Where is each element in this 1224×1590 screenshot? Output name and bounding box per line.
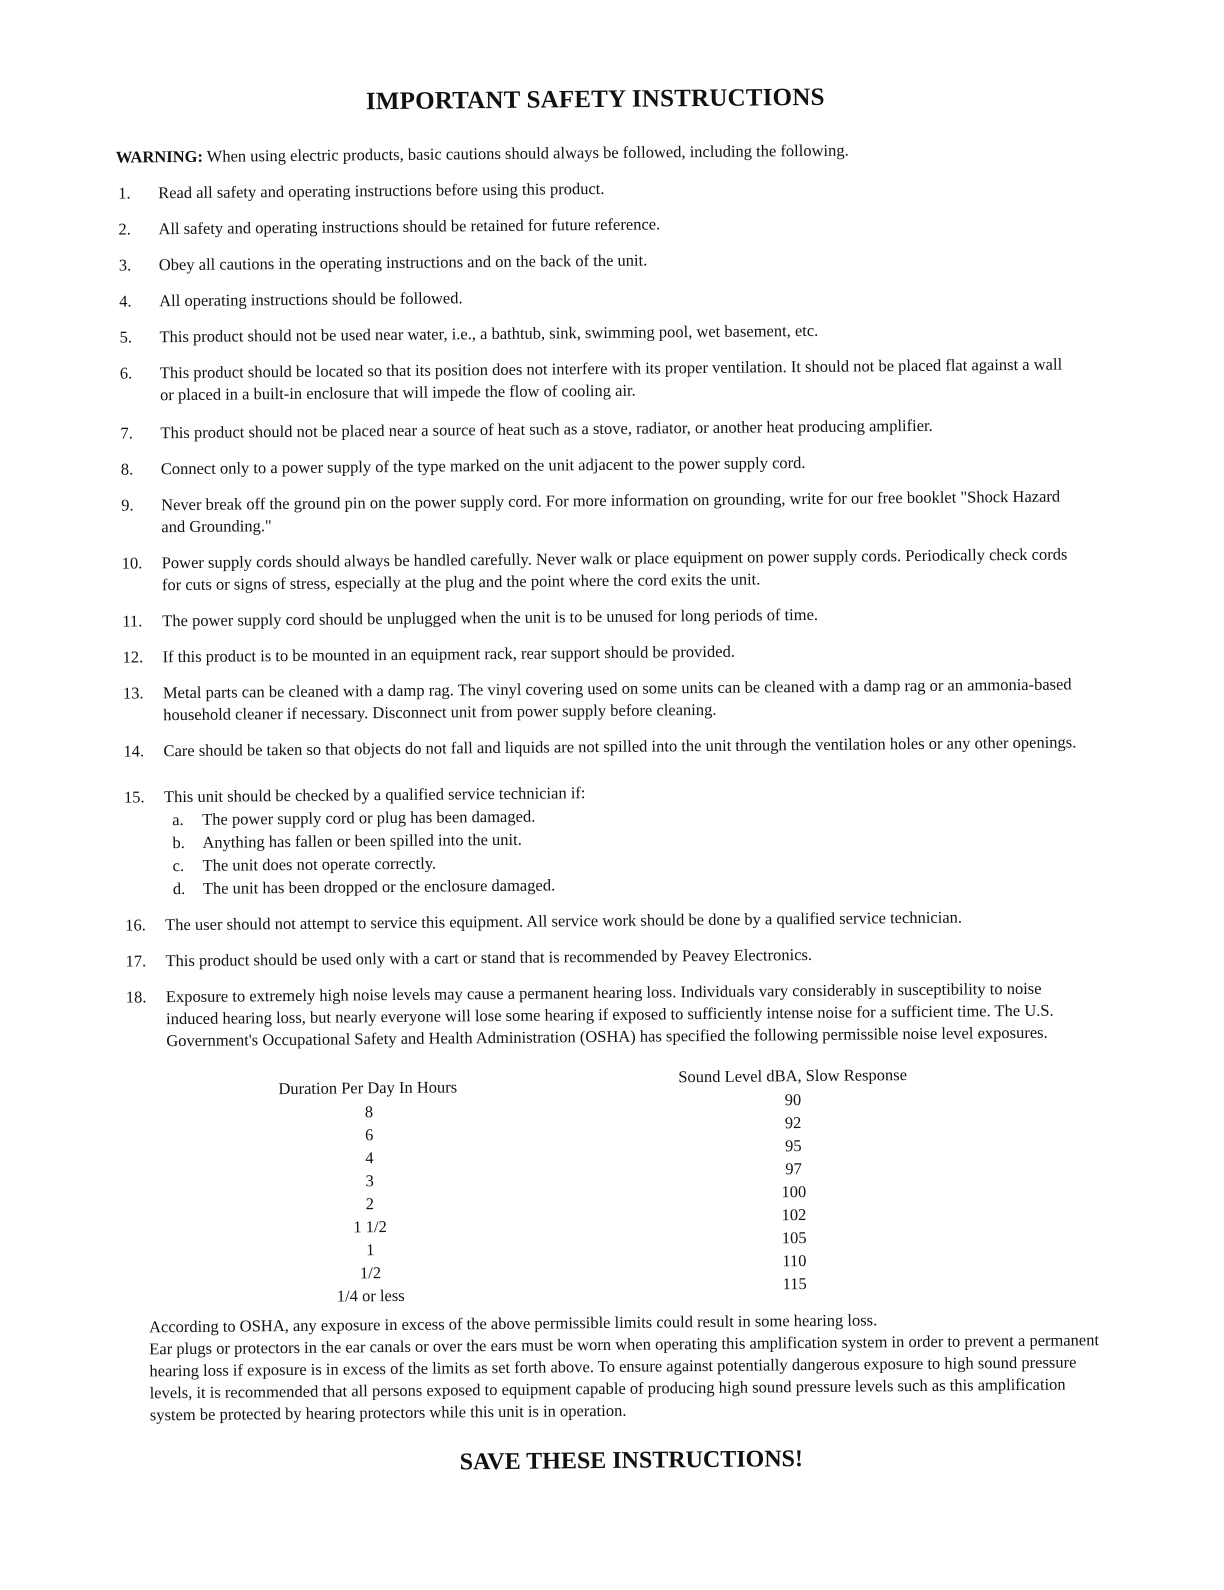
item-number: 15. bbox=[123, 787, 145, 807]
warning-text: When using electric products, basic cautions should always be followed, including the following. bbox=[206, 140, 849, 166]
list-item bbox=[0, 280, 1219, 311]
sound-level-cell: 100 bbox=[781, 1182, 807, 1202]
item-text: This product should be located so that its position does not interfere with its proper ventilation. It should not be placed flat against a wall or placed in a built-in enclosure that will impede the flow of cooling air. bbox=[159, 354, 1063, 405]
sub-item-letter: c. bbox=[172, 855, 185, 876]
sub-item-text: The unit does not operate correctly. bbox=[202, 853, 437, 875]
item-text: This product should not be used near water, i.e., a bathtub, sink, swimming pool, wet basement, etc. bbox=[159, 320, 819, 347]
duration-cell: 1/4 or less bbox=[336, 1285, 405, 1306]
list-item bbox=[0, 352, 1220, 405]
sound-level-cell: 110 bbox=[782, 1251, 807, 1271]
item-text: The power supply cord should be unplugged when the unit is to be unused for long periods of time. bbox=[162, 604, 819, 631]
duration-cell: 8 bbox=[364, 1102, 374, 1122]
list-item bbox=[2, 976, 1224, 1051]
sound-level-cell: 95 bbox=[784, 1136, 802, 1156]
sound-level-cell: 90 bbox=[784, 1090, 802, 1110]
sound-level-cell: 92 bbox=[784, 1113, 802, 1133]
table-header-duration: Duration Per Day In Hours bbox=[278, 1077, 458, 1099]
duration-cell: 4 bbox=[365, 1148, 374, 1168]
list-item bbox=[0, 484, 1221, 537]
list-item bbox=[0, 636, 1222, 667]
sound-level-cell: 115 bbox=[782, 1274, 807, 1294]
item-number: 3. bbox=[118, 255, 132, 275]
sub-item-text: The power supply cord or plug has been damaged. bbox=[202, 806, 536, 829]
item-number: 4. bbox=[119, 291, 132, 311]
list-item bbox=[0, 172, 1218, 203]
duration-cell: 1 bbox=[366, 1240, 375, 1260]
list-item bbox=[1, 940, 1224, 971]
table-header-sound-level: Sound Level dBA, Slow Response bbox=[678, 1065, 908, 1087]
item-number: 6. bbox=[119, 363, 133, 383]
duration-cell: 3 bbox=[365, 1171, 374, 1191]
item-number: 16. bbox=[125, 915, 146, 935]
item-number: 14. bbox=[123, 741, 145, 761]
warning-label: WARNING: bbox=[115, 146, 203, 167]
list-item bbox=[0, 542, 1222, 595]
sub-item bbox=[172, 829, 522, 854]
list-item bbox=[0, 208, 1218, 239]
sound-level-cell: 105 bbox=[781, 1228, 807, 1248]
item-number: 17. bbox=[125, 951, 147, 971]
list-item bbox=[0, 672, 1223, 725]
item-text: Power supply cords should always be handled carefully. Never walk or place equipment on power supply cords. Periodically check cords for cuts or signs of stress, especially at the plug and the point where the cord exits the unit. bbox=[161, 544, 1068, 595]
list-item bbox=[0, 600, 1222, 631]
sub-item bbox=[172, 806, 535, 831]
item-text: All operating instructions should be followed. bbox=[159, 288, 463, 311]
item-number: 9. bbox=[121, 495, 134, 515]
list-item bbox=[0, 244, 1219, 275]
item-number: 1. bbox=[118, 183, 131, 203]
sub-item-letter: b. bbox=[172, 832, 185, 853]
item-number: 18. bbox=[125, 987, 147, 1007]
duration-cell: 1 1/2 bbox=[353, 1217, 387, 1237]
list-item bbox=[0, 448, 1221, 479]
sub-item bbox=[173, 874, 556, 900]
sound-level-cell: 97 bbox=[785, 1159, 802, 1179]
warning-line bbox=[116, 138, 1096, 167]
item-number: 10. bbox=[121, 553, 143, 573]
item-text: Never break off the ground pin on the power supply cord. For more information on grounding, write for our free booklet "Shock Hazard and Grounding." bbox=[161, 486, 1061, 537]
item-number: 7. bbox=[120, 423, 133, 443]
duration-cell: 1/2 bbox=[359, 1263, 382, 1283]
list-item bbox=[0, 412, 1220, 443]
item-text: This product should be used only with a cart or stand that is recommended by Peavey Electronics. bbox=[165, 944, 813, 971]
item-text: Read all safety and operating instructions before using this product. bbox=[158, 178, 605, 203]
item-number: 11. bbox=[122, 611, 143, 631]
item-text: Exposure to extremely high noise levels may cause a permanent hearing loss. Individuals vary considerably in susceptibility to noise induced hearing loss, but nearly everyone will lose some hearing if exposed to sufficiently intense noise for a sufficient time. The U.S. Government's Occupational Safety and Health Administration (OSHA) has specified the following permissible noise level exposures. bbox=[165, 978, 1054, 1051]
item-text: Care should be taken so that objects do not fall and liquids are not spilled into the unit through the ventilation holes or any other openings. bbox=[163, 732, 1077, 761]
closing-sentence: According to OSHA, any exposure in excess of the above permissible limits could result in some hearing loss. bbox=[148, 1310, 878, 1337]
item-text: Metal parts can be cleaned with a damp rag. The vinyl covering used on some units can be cleaned with a damp rag or an ammonia-based household cleaner if necessary. Disconnect unit from power supply before cleaning. bbox=[162, 674, 1072, 725]
sub-item-letter: a. bbox=[172, 809, 184, 830]
item-text: Connect only to a power supply of the type marked on the unit adjacent to the power supply cord. bbox=[160, 453, 806, 479]
sub-item-text: Anything has fallen or been spilled into the unit. bbox=[202, 829, 522, 852]
footer-heading: SAVE THESE INSTRUCTIONS! bbox=[459, 1446, 804, 1476]
item-number: 8. bbox=[120, 459, 134, 479]
list-item bbox=[1, 904, 1224, 935]
sub-item-text: The unit has been dropped or the enclosure damaged. bbox=[202, 875, 556, 898]
closing-body: Ear plugs or protectors in the ear canals or over the ears must be worn when operating this amplification system in order to prevent a permanent hearing loss if exposure is in excess of the limits as set forth above. To ensure against potentially dangerous exposure to high sound pressure levels, it is recommended that all persons exposed to equipment capable of producing high sound pressure levels such as this amplification system be protected by hearing protectors while this unit is in operation. bbox=[149, 1330, 1100, 1425]
item-text: All safety and operating instructions should be retained for future reference. bbox=[158, 214, 661, 239]
item-text: The user should not attempt to service this equipment. All service work should be done by a qualified service technician. bbox=[165, 907, 963, 935]
item-number: 13. bbox=[122, 683, 144, 703]
closing-paragraph bbox=[149, 1307, 1100, 1426]
item-text: This product should not be placed near a source of heat such as a stove, radiator, or another heat producing amplifier. bbox=[160, 415, 933, 443]
item-number: 12. bbox=[122, 647, 144, 667]
item-number: 5. bbox=[119, 327, 132, 347]
item-text: If this product is to be mounted in an equipment rack, rear support should be provided. bbox=[162, 641, 735, 667]
list-item bbox=[0, 776, 1224, 807]
sound-level-cell: 102 bbox=[781, 1205, 807, 1225]
item-text: Obey all cautions in the operating instructions and on the back of the unit. bbox=[158, 250, 648, 275]
duration-cell: 2 bbox=[365, 1194, 375, 1214]
item-text: This unit should be checked by a qualified service technician if: bbox=[163, 783, 586, 807]
list-item bbox=[0, 730, 1223, 761]
sub-item-letter: d. bbox=[172, 878, 186, 899]
sub-item bbox=[173, 853, 437, 878]
list-item bbox=[0, 316, 1219, 347]
item-number: 2. bbox=[118, 219, 131, 239]
duration-cell: 6 bbox=[364, 1125, 374, 1145]
page-title: IMPORTANT SAFETY INSTRUCTIONS bbox=[365, 83, 825, 116]
